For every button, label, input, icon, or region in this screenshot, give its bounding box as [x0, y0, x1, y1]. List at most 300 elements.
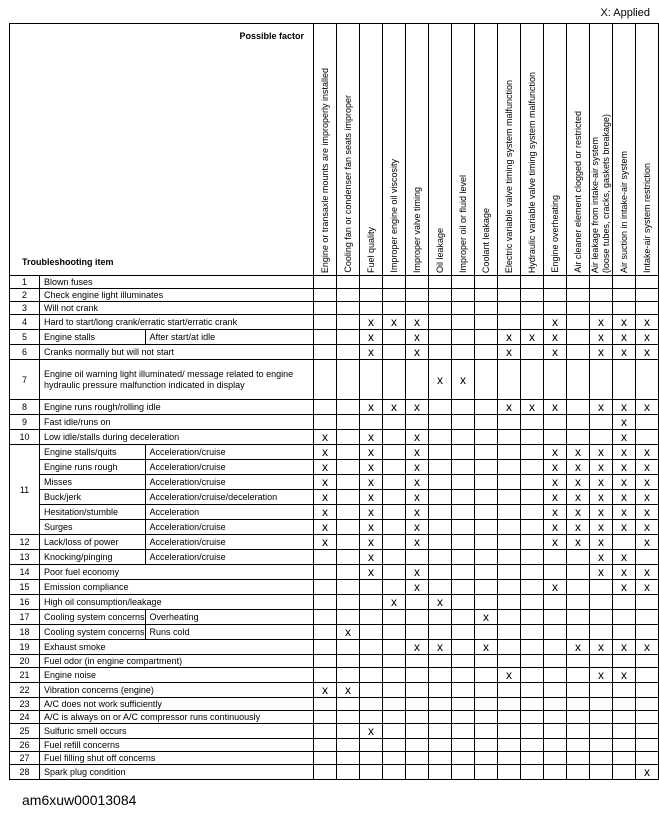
- factor-cell: [314, 698, 337, 711]
- troubleshooting-item: Engine oil warning light illuminated/ message related to engine hydraulic pressure malfunction indicated in display: [40, 360, 314, 400]
- factor-cell: [636, 302, 659, 315]
- table-row: [10, 668, 659, 683]
- factor-cell: [613, 739, 636, 752]
- troubleshooting-item: Cranks normally but will not start: [40, 345, 314, 360]
- factor-cell: [521, 683, 544, 698]
- factor-cell: x: [636, 460, 659, 475]
- factor-cell: [636, 276, 659, 289]
- factor-cell: [521, 625, 544, 640]
- factor-cell: x: [383, 595, 406, 610]
- factor-cell: [567, 415, 590, 430]
- factor-cell: [475, 400, 498, 415]
- condition: Acceleration/cruise: [145, 535, 313, 550]
- table-row: [10, 565, 659, 580]
- factor-cell: x: [590, 505, 613, 520]
- factor-label: Engine overheating: [549, 195, 560, 273]
- factor-cell: [314, 640, 337, 655]
- row-number: 2: [10, 289, 40, 302]
- table-row: [10, 490, 659, 505]
- factor-cell: [429, 505, 452, 520]
- factor-cell: [498, 430, 521, 445]
- row-number: 20: [10, 655, 40, 668]
- factor-cell: [567, 345, 590, 360]
- factor-cell: [429, 698, 452, 711]
- factor-cell: [544, 360, 567, 400]
- factor-cell: x: [590, 460, 613, 475]
- factor-cell: x: [406, 430, 429, 445]
- factor-cell: x: [636, 315, 659, 330]
- table-row: [10, 445, 659, 460]
- factor-cell: [521, 595, 544, 610]
- factor-cell: x: [613, 400, 636, 415]
- factor-header: [544, 24, 567, 276]
- factor-cell: x: [475, 610, 498, 625]
- table-row: [10, 330, 659, 345]
- troubleshooting-item: Cooling system concerns: [40, 625, 146, 640]
- factor-cell: [406, 625, 429, 640]
- factor-cell: [521, 289, 544, 302]
- factor-cell: x: [498, 330, 521, 345]
- factor-cell: [429, 752, 452, 765]
- factor-cell: x: [567, 445, 590, 460]
- factor-cell: [567, 289, 590, 302]
- row-number: 8: [10, 400, 40, 415]
- factor-cell: [567, 724, 590, 739]
- factor-label: Intake-air system restriction: [641, 162, 652, 273]
- factor-cell: x: [567, 505, 590, 520]
- factor-cell: [475, 550, 498, 565]
- factor-cell: x: [544, 475, 567, 490]
- factor-label: Oil leakage: [434, 227, 445, 273]
- factor-cell: [452, 445, 475, 460]
- condition: Overheating: [145, 610, 313, 625]
- factor-cell: [567, 595, 590, 610]
- factor-cell: [383, 610, 406, 625]
- factor-cell: [314, 655, 337, 668]
- factor-cell: [314, 724, 337, 739]
- factor-cell: [383, 668, 406, 683]
- factor-cell: [452, 535, 475, 550]
- factor-cell: [544, 415, 567, 430]
- table-row: [10, 610, 659, 625]
- factor-cell: [452, 739, 475, 752]
- factor-cell: [498, 739, 521, 752]
- factor-cell: [544, 765, 567, 780]
- row-number: 19: [10, 640, 40, 655]
- troubleshooting-item: High oil consumption/leakage: [40, 595, 314, 610]
- figure-id: am6xuw00013084: [22, 792, 137, 808]
- table-row: [10, 550, 659, 565]
- factor-cell: x: [314, 460, 337, 475]
- factor-cell: [383, 640, 406, 655]
- factor-cell: [406, 415, 429, 430]
- factor-cell: [360, 276, 383, 289]
- troubleshooting-item: A/C does not work sufficiently: [40, 698, 314, 711]
- factor-cell: x: [360, 505, 383, 520]
- factor-cell: [452, 475, 475, 490]
- factor-cell: [636, 610, 659, 625]
- factor-cell: [521, 302, 544, 315]
- table-row: [10, 400, 659, 415]
- factor-cell: [383, 490, 406, 505]
- factor-cell: x: [314, 430, 337, 445]
- factor-label: Hydraulic variable valve timing system malfunction: [526, 71, 537, 273]
- factor-cell: [636, 415, 659, 430]
- row-number: 22: [10, 683, 40, 698]
- factor-cell: [452, 315, 475, 330]
- troubleshooting-item: Spark plug condition: [40, 765, 314, 780]
- factor-cell: [360, 765, 383, 780]
- factor-cell: [452, 490, 475, 505]
- factor-cell: [498, 276, 521, 289]
- factor-cell: x: [360, 460, 383, 475]
- factor-cell: [475, 625, 498, 640]
- factor-cell: [383, 535, 406, 550]
- factor-cell: x: [360, 315, 383, 330]
- factor-cell: [452, 765, 475, 780]
- factor-cell: x: [636, 490, 659, 505]
- factor-cell: [406, 655, 429, 668]
- troubleshooting-item: Engine runs rough: [40, 460, 146, 475]
- factor-cell: [337, 520, 360, 535]
- factor-cell: [337, 535, 360, 550]
- factor-cell: [544, 625, 567, 640]
- factor-cell: [498, 765, 521, 780]
- row-number: 12: [10, 535, 40, 550]
- factor-cell: x: [613, 565, 636, 580]
- factor-cell: [383, 289, 406, 302]
- factor-cell: x: [636, 345, 659, 360]
- table-row: [10, 520, 659, 535]
- factor-cell: [498, 610, 521, 625]
- factor-cell: x: [613, 505, 636, 520]
- factor-cell: [452, 345, 475, 360]
- factor-cell: [337, 565, 360, 580]
- factor-cell: [406, 752, 429, 765]
- factor-cell: [475, 415, 498, 430]
- condition: Acceleration: [145, 505, 313, 520]
- factor-cell: x: [613, 580, 636, 595]
- troubleshooting-item: Sulfuric smell occurs: [40, 724, 314, 739]
- factor-cell: [613, 625, 636, 640]
- factor-cell: x: [544, 330, 567, 345]
- factor-cell: [360, 698, 383, 711]
- table-row: [10, 711, 659, 724]
- factor-cell: [429, 445, 452, 460]
- factor-cell: [406, 683, 429, 698]
- factor-cell: [314, 276, 337, 289]
- factor-cell: [383, 345, 406, 360]
- row-number: 25: [10, 724, 40, 739]
- factor-cell: [429, 610, 452, 625]
- row-number: 21: [10, 668, 40, 683]
- factor-cell: [544, 289, 567, 302]
- row-number: 7: [10, 360, 40, 400]
- factor-cell: x: [613, 315, 636, 330]
- troubleshooting-item: Vibration concerns (engine): [40, 683, 314, 698]
- factor-cell: [452, 711, 475, 724]
- table-row: [10, 345, 659, 360]
- table-row: [10, 460, 659, 475]
- factor-cell: x: [406, 580, 429, 595]
- condition: Acceleration/cruise: [145, 460, 313, 475]
- factor-cell: x: [429, 640, 452, 655]
- factor-cell: x: [613, 345, 636, 360]
- factor-cell: x: [590, 640, 613, 655]
- row-number: 18: [10, 625, 40, 640]
- factor-cell: [521, 668, 544, 683]
- factor-cell: x: [613, 460, 636, 475]
- row-number: 16: [10, 595, 40, 610]
- factor-cell: x: [406, 505, 429, 520]
- factor-cell: [429, 765, 452, 780]
- troubleshooting-item: Cooling system concerns: [40, 610, 146, 625]
- factor-cell: [475, 765, 498, 780]
- factor-cell: [429, 345, 452, 360]
- factor-cell: [383, 276, 406, 289]
- factor-cell: [337, 490, 360, 505]
- factor-cell: [475, 276, 498, 289]
- factor-cell: [636, 289, 659, 302]
- factor-cell: [406, 302, 429, 315]
- factor-cell: [475, 683, 498, 698]
- factor-cell: x: [567, 460, 590, 475]
- factor-cell: [337, 475, 360, 490]
- factor-cell: [406, 289, 429, 302]
- factor-cell: [452, 505, 475, 520]
- factor-label: Electric variable valve timing system malfunction: [503, 79, 514, 273]
- factor-cell: [567, 400, 590, 415]
- factor-cell: [314, 550, 337, 565]
- factor-cell: x: [544, 505, 567, 520]
- condition: Acceleration/cruise: [145, 520, 313, 535]
- factor-cell: [475, 445, 498, 460]
- factor-cell: [337, 580, 360, 595]
- factor-cell: [498, 752, 521, 765]
- factor-cell: [429, 739, 452, 752]
- factor-cell: [544, 302, 567, 315]
- factor-cell: x: [636, 765, 659, 780]
- factor-cell: [475, 711, 498, 724]
- factor-cell: [521, 415, 544, 430]
- factor-cell: [314, 580, 337, 595]
- factor-cell: [452, 415, 475, 430]
- factor-cell: [383, 445, 406, 460]
- factor-cell: [406, 765, 429, 780]
- row-number: 14: [10, 565, 40, 580]
- factor-cell: x: [590, 490, 613, 505]
- factor-cell: [544, 655, 567, 668]
- factor-cell: [590, 655, 613, 668]
- factor-cell: [475, 289, 498, 302]
- table-row: [10, 535, 659, 550]
- factor-cell: [337, 640, 360, 655]
- row-number: 26: [10, 739, 40, 752]
- factor-cell: [544, 683, 567, 698]
- factor-cell: [613, 302, 636, 315]
- factor-cell: [636, 360, 659, 400]
- factor-cell: [452, 752, 475, 765]
- factor-cell: [337, 595, 360, 610]
- factor-cell: [544, 711, 567, 724]
- factor-cell: [429, 330, 452, 345]
- factor-cell: x: [567, 520, 590, 535]
- factor-cell: [314, 302, 337, 315]
- factor-cell: [383, 683, 406, 698]
- factor-cell: [383, 565, 406, 580]
- factor-cell: x: [613, 520, 636, 535]
- factor-cell: [383, 580, 406, 595]
- factor-cell: x: [544, 445, 567, 460]
- factor-cell: [567, 711, 590, 724]
- factor-cell: [567, 430, 590, 445]
- factor-cell: [429, 520, 452, 535]
- factor-cell: [406, 550, 429, 565]
- factor-cell: [452, 610, 475, 625]
- factor-header: [429, 24, 452, 276]
- row-number: 15: [10, 580, 40, 595]
- factor-cell: x: [498, 345, 521, 360]
- factor-cell: x: [360, 724, 383, 739]
- table-row: [10, 724, 659, 739]
- factor-cell: x: [383, 315, 406, 330]
- row-number: 5: [10, 330, 40, 345]
- factor-cell: [544, 565, 567, 580]
- factor-cell: [544, 752, 567, 765]
- table-row: [10, 640, 659, 655]
- factor-cell: [452, 640, 475, 655]
- factor-cell: x: [521, 330, 544, 345]
- troubleshooting-item: Low idle/stalls during deceleration: [40, 430, 314, 445]
- factor-cell: x: [613, 445, 636, 460]
- factor-cell: [383, 711, 406, 724]
- factor-cell: [613, 698, 636, 711]
- factor-cell: [406, 739, 429, 752]
- factor-label: Improper oil or fluid level: [457, 174, 468, 273]
- factor-cell: [429, 711, 452, 724]
- factor-cell: [521, 711, 544, 724]
- row-number: 9: [10, 415, 40, 430]
- table-row: [10, 595, 659, 610]
- factor-cell: [383, 752, 406, 765]
- factor-cell: x: [636, 330, 659, 345]
- factor-cell: [314, 415, 337, 430]
- factor-cell: [613, 752, 636, 765]
- table-row: [10, 765, 659, 780]
- factor-cell: [567, 302, 590, 315]
- factor-cell: x: [406, 400, 429, 415]
- factor-cell: [429, 276, 452, 289]
- table-row: [10, 415, 659, 430]
- factor-cell: x: [314, 535, 337, 550]
- factor-cell: x: [314, 475, 337, 490]
- factor-cell: [337, 655, 360, 668]
- factor-header: [613, 24, 636, 276]
- factor-cell: x: [406, 475, 429, 490]
- row-number: 4: [10, 315, 40, 330]
- factor-cell: x: [360, 490, 383, 505]
- factor-cell: [567, 565, 590, 580]
- factor-cell: [337, 610, 360, 625]
- factor-cell: [475, 595, 498, 610]
- factor-cell: [636, 655, 659, 668]
- factor-cell: x: [613, 668, 636, 683]
- row-number: 10: [10, 430, 40, 445]
- factor-cell: [613, 610, 636, 625]
- factor-cell: [383, 739, 406, 752]
- factor-cell: x: [475, 640, 498, 655]
- troubleshooting-item: Will not crank: [40, 302, 314, 315]
- factor-cell: x: [337, 625, 360, 640]
- troubleshooting-item: Knocking/pinging: [40, 550, 146, 565]
- factor-cell: [429, 289, 452, 302]
- troubleshooting-item: Check engine light illuminates: [40, 289, 314, 302]
- factor-cell: [429, 490, 452, 505]
- factor-cell: [383, 475, 406, 490]
- factor-cell: [544, 595, 567, 610]
- factor-cell: [406, 668, 429, 683]
- condition: Acceleration/cruise: [145, 445, 313, 460]
- factor-cell: x: [590, 345, 613, 360]
- factor-cell: [498, 475, 521, 490]
- factor-cell: [498, 460, 521, 475]
- factor-cell: [337, 460, 360, 475]
- factor-cell: [337, 330, 360, 345]
- row-number: 13: [10, 550, 40, 565]
- row-number: 1: [10, 276, 40, 289]
- row-number: 3: [10, 302, 40, 315]
- factor-cell: [567, 315, 590, 330]
- factor-cell: x: [544, 580, 567, 595]
- factor-cell: x: [406, 565, 429, 580]
- factor-cell: x: [314, 683, 337, 698]
- factor-cell: [360, 610, 383, 625]
- factor-cell: x: [406, 640, 429, 655]
- factor-cell: [613, 765, 636, 780]
- factor-cell: [360, 302, 383, 315]
- factor-cell: [429, 724, 452, 739]
- factor-cell: [360, 595, 383, 610]
- factor-cell: x: [590, 565, 613, 580]
- factor-cell: [337, 400, 360, 415]
- factor-cell: x: [406, 330, 429, 345]
- troubleshooting-item: Fast idle/runs on: [40, 415, 314, 430]
- factor-cell: [590, 415, 613, 430]
- factor-cell: [613, 360, 636, 400]
- factor-cell: [590, 289, 613, 302]
- factor-cell: [314, 565, 337, 580]
- factor-cell: [383, 765, 406, 780]
- factor-cell: [498, 315, 521, 330]
- factor-cell: [521, 475, 544, 490]
- factor-cell: x: [567, 475, 590, 490]
- factor-cell: [314, 752, 337, 765]
- factor-cell: x: [590, 400, 613, 415]
- factor-cell: [337, 505, 360, 520]
- factor-cell: [636, 595, 659, 610]
- factor-cell: x: [544, 460, 567, 475]
- factor-cell: [590, 724, 613, 739]
- factor-cell: [498, 550, 521, 565]
- factor-cell: [613, 595, 636, 610]
- factor-cell: [590, 711, 613, 724]
- factor-cell: [544, 430, 567, 445]
- header-row: [10, 24, 659, 276]
- factor-cell: [521, 752, 544, 765]
- factor-cell: [475, 655, 498, 668]
- factor-cell: [314, 330, 337, 345]
- table-row: [10, 505, 659, 520]
